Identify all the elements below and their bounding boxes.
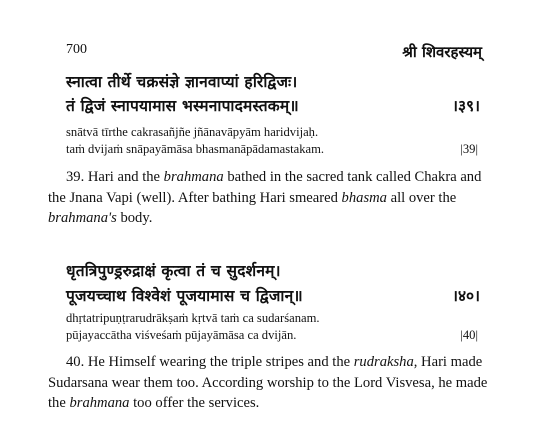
verse-40-transliteration-line-1: dhṛtatripuṇṭrarudrākṣaṁ kṛtvā taṁ ca sudarśanam. bbox=[66, 311, 320, 325]
translation-text: , Hari made Sudarsana wear them too. According worship to the Lord Visvesa, he made the bbox=[48, 354, 488, 411]
verse-40-devanagari-number: ।४०। bbox=[452, 287, 480, 305]
verse-39-transliteration-number: |39| bbox=[460, 142, 478, 156]
verse-39-translation bbox=[48, 167, 488, 229]
translation-term: rudraksha bbox=[353, 354, 414, 370]
verse-39-transliteration-line-2: taṁ dvijaṁ snāpayāmāsa bhasmanāpādamastakam. bbox=[66, 142, 325, 156]
page-number: 700 bbox=[66, 42, 87, 57]
verse-40-devanagari-line-2: पूजयच्चाथ विश्वेशं पूजयामास च द्विजान्॥ bbox=[66, 287, 303, 305]
translation-term: brahmana's bbox=[48, 210, 117, 226]
verse-39-devanagari-number: ।३९। bbox=[452, 97, 480, 115]
verse-40-devanagari-line-1: धृतत्रिपुण्ड्ररुद्राक्षं कृत्वा तं च सुदर्शनम्। bbox=[66, 262, 281, 280]
translation-text: too offer the services. bbox=[129, 395, 260, 411]
verse-40-translation-paragraph bbox=[48, 352, 488, 414]
translation-term: brahmana bbox=[163, 169, 224, 185]
running-head: श्री शिवरहस्यम् bbox=[402, 43, 482, 61]
verse-39-devanagari-line-1: स्नात्वा तीर्थे चक्रसंज्ञे ज्ञानवाप्यां हरिद्विजः। bbox=[66, 73, 298, 91]
translation-term: bhasma bbox=[341, 189, 387, 206]
translation-text: bathed in the sacred tank called Chakra and the Jnana Vapi (well). After bathing Hari smeared bbox=[48, 169, 482, 206]
translation-term: brahmana bbox=[69, 395, 130, 411]
verse-40-translation bbox=[48, 352, 488, 414]
verse-40-transliteration-line-2: pūjayaccātha viśveśaṁ pūjayāmāsa ca dvijān. bbox=[66, 328, 297, 342]
verse-39-transliteration-line-1: snātvā tīrthe cakrasañjñe jñānavāpyām haridvijaḥ. bbox=[66, 125, 319, 139]
verse-39-translation-paragraph bbox=[48, 167, 488, 229]
verse-40-transliteration-number: |40| bbox=[460, 328, 478, 342]
translation-text: body. bbox=[116, 210, 153, 226]
translation-text: all over the bbox=[386, 189, 457, 206]
verse-39-devanagari-line-2: तं द्विजं स्नापयामास भस्मनापादमस्तकम्॥ bbox=[66, 97, 299, 115]
translation-text: 40. He Himself wearing the triple stripes and the bbox=[66, 354, 354, 370]
translation-text: 39. Hari and the bbox=[66, 169, 164, 185]
